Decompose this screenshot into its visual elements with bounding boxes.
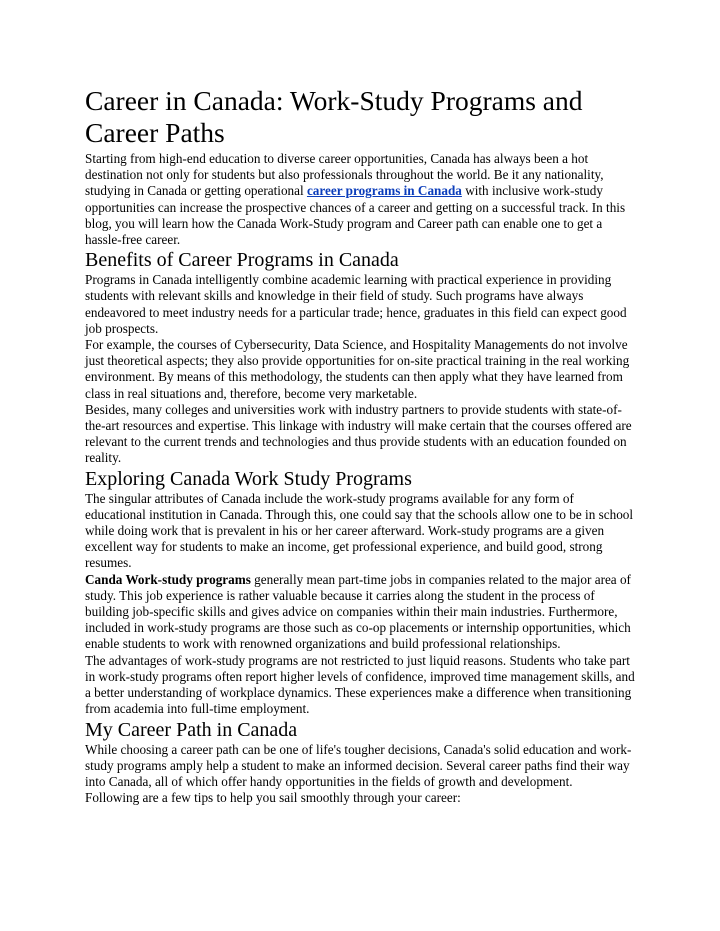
intro-paragraph [85,151,636,248]
section-heading-career-path: My Career Path in Canada [85,718,298,741]
work-study-bold-phrase: Canda Work-study programs [85,571,251,587]
career-path-paragraph-2: Following are a few tips to help you sail smoothly through your career: [85,790,461,806]
benefits-paragraph-3: Besides, many colleges and universities work with industry partners to provide students with state-of-the-art resources and expertise. This linkage with industry will make certain that the courses offered are relevant to the current trends and technologies and thus provide students with an education founded on reality. [85,401,632,466]
intro-text-after-link: with inclusive work-study opportunities can increase the prospective chances of a career and getting on a successful track. In this blog, you will learn how the Canada Work-Study program and Career path can enable one to get a hassle-free career. [85,183,626,248]
section-heading-work-study: Exploring Canada Work Study Programs [85,467,412,490]
intro-text-before-link: Starting from high-end education to diverse career opportunities, Canada has always been a hot destination not only for students but also professionals throughout the world. Be it any nationality, studying in Canada or getting operational [85,151,604,199]
benefits-paragraph-2: For example, the courses of Cybersecurity, Data Science, and Hospitality Managements do not involve just theoretical aspects; they also provide opportunities for on-site practical training in the real working environment. By means of this methodology, the students can then apply what they have learned from class in real situations and, therefore, become very marketable. [85,337,630,401]
section-heading-benefits: Benefits of Career Programs in Canada [85,249,399,272]
work-study-paragraph-2-text: generally mean part-time jobs in companies related to the major area of study. This job experience is rather valuable because it carries along the student in the process of building job-specific skills and gives advice on companies within their main industries. Furthermore, included in work-study programs are those such as co-op placements or internship opportunities, which enable students to work with renowned organizations and build professional relationships. [85,571,631,652]
benefits-paragraph-1: Programs in Canada intelligently combine academic learning with practical experience in providing students with relevant skills and knowledge in their field of study. Such programs have always endeavored to meet industry needs for a particular trade; hence, graduates in this field can expect good job prospects. [85,272,627,336]
work-study-paragraph-1: The singular attributes of Canada include the work-study programs available for any form of educational institution in Canada. Through this, one could say that the schools allow one to be in school while doing work that is prevalent in his or her career afterward. Work-study programs are a given excellent way for students to make an income, get professional experience, and build good, strong resumes. [85,490,634,571]
career-programs-link[interactable]: career programs in Canada [306,183,462,199]
career-path-paragraph-1: While choosing a career path can be one of life's tougher decisions, Canada's solid education and work-study programs amply help a student to make an informed decision. Several career paths find their way into Canada, all of which offer handy opportunities in the fields of growth and development. [85,741,632,789]
work-study-paragraph-2 [85,572,636,653]
page-title: Career in Canada: Work-Study Programs and Career Paths [85,85,583,148]
work-study-paragraph-3: The advantages of work-study programs are not restricted to just liquid reasons. Students who take part in work-study programs often report higher levels of confidence, improved time management skills, and a better understanding of workplace dynamics. These experiences make a difference when transitioning from academia into full-time employment. [85,652,635,717]
